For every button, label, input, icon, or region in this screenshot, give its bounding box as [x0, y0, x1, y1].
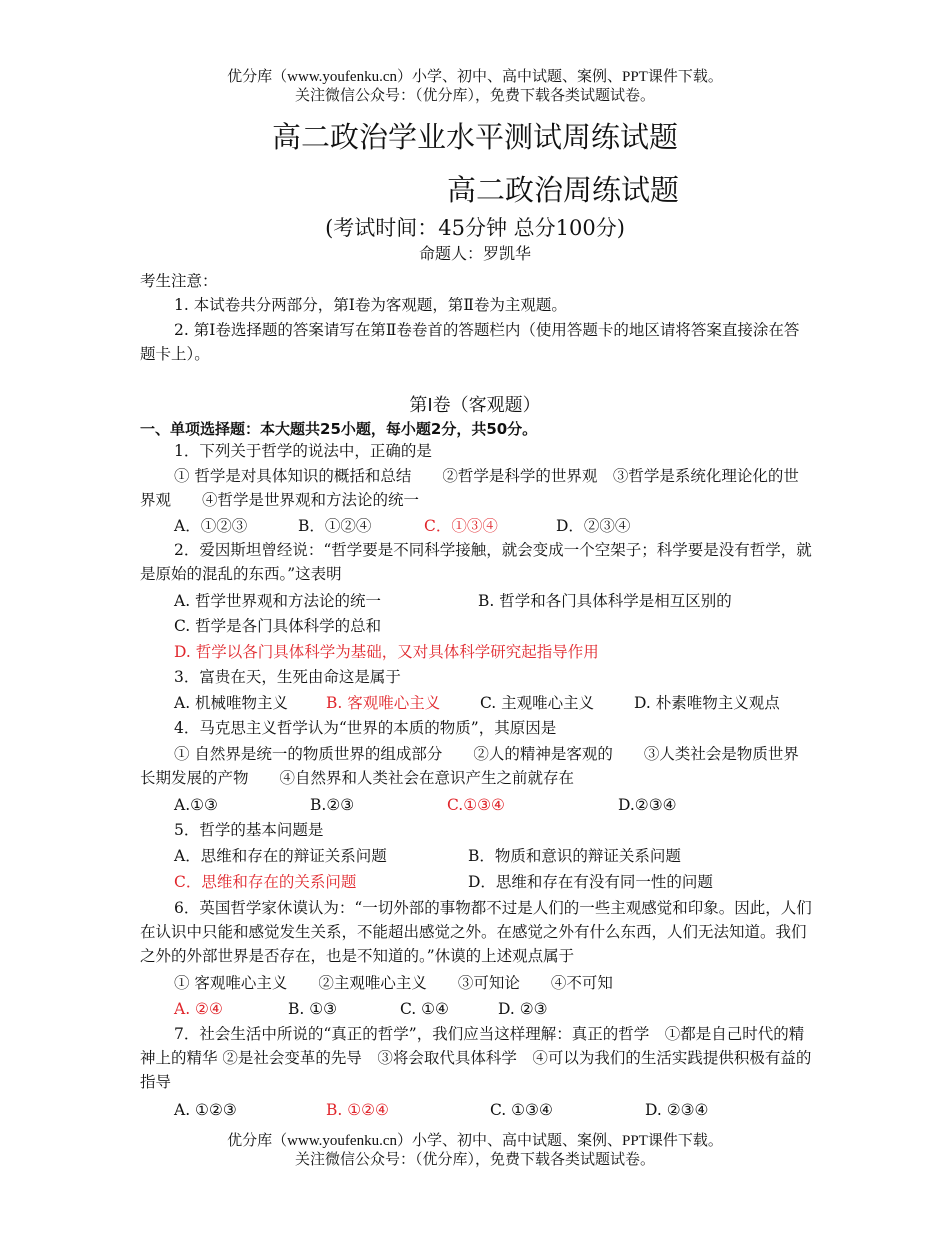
q7-stem: 7．社会生活中所说的“真正的哲学”，我们应当这样理解：真正的哲学 ①都是自己时代的精神上的精华 ②是社会变革的先导 ③将会取代具体科学 ④可以为我们的生活实践提供积极有益的指导 [140, 1025, 812, 1091]
q3-option-c: C. 主观唯心主义 [480, 694, 595, 712]
q5-option-a: A．思维和存在的辩证关系问题 [174, 847, 387, 865]
exam-author: 命题人：罗凯华 [418, 244, 531, 263]
q5-stem: 5．哲学的基本问题是 [174, 821, 324, 839]
page-header [0, 68, 950, 106]
q5-option-d: D．思维和存在有没有同一性的问题 [468, 873, 713, 891]
footer-line-2: 关注微信公众号：（优分库），免费下载各类试题试卷。 [294, 1152, 655, 1168]
q6-option-c: C. ①④ [400, 1000, 449, 1018]
notice-item-2: 2. 第Ⅰ卷选择题的答案请写在第Ⅱ卷卷首的答题栏内（使用答题卡的地区请将答案直接涂在答题卡上）。 [140, 321, 800, 363]
q2-option-d: D. 哲学以各门具体科学为基础，又对具体科学研究起指导作用 [174, 643, 599, 661]
q4-option-a: A.①③ [174, 796, 218, 814]
exam-info: (考试时间：45分钟 总分100分) [325, 216, 625, 240]
q4-option-c: C.①③④ [447, 796, 505, 814]
section-title: 一、单项选择题：本大题共25小题，每小题2分，共50分。 [140, 420, 538, 438]
q2-option-a: A. 哲学世界观和方法论的统一 [174, 592, 382, 610]
header-line-2: 关注微信公众号：（优分库），免费下载各类试题试卷。 [294, 88, 655, 104]
q1-stem: 1．下列关于哲学的说法中，正确的是 [174, 442, 432, 460]
q2-option-b: B. 哲学和各门具体科学是相互区别的 [478, 592, 732, 610]
q1-option-b: B．①②④ [298, 517, 372, 535]
q4-option-d: D.②③④ [618, 796, 677, 814]
page-footer [0, 1132, 950, 1170]
q3-option-b: B. 客观唯心主义 [326, 694, 441, 712]
page-subtitle: 高二政治周练试题 [447, 173, 680, 207]
q3-option-d: D. 朴素唯物主义观点 [634, 694, 780, 712]
q6-option-b: B. ①③ [288, 1000, 338, 1018]
notice-item-1: 1. 本试卷共分两部分，第Ⅰ卷为客观题，第Ⅱ卷为主观题。 [174, 296, 567, 314]
q7-option-b: B. ①②④ [326, 1101, 389, 1119]
notice-heading: 考生注意： [140, 272, 218, 290]
q5-option-b: B．物质和意识的辩证关系问题 [468, 847, 681, 865]
footer-line-1: 优分库（www.youfenku.cn）小学、初中、高中试题、案例、PPT课件下载。 [227, 1133, 723, 1149]
q4-stem: 4．马克思主义哲学认为“世界的本质的物质”，其原因是 [174, 719, 557, 737]
volume-title: 第Ⅰ卷（客观题） [409, 395, 541, 416]
header-line-1: 优分库（www.youfenku.cn）小学、初中、高中试题、案例、PPT课件下载。 [227, 69, 723, 85]
q5-option-c: C．思维和存在的关系问题 [174, 873, 357, 891]
q3-stem: 3．富贵在天，生死由命这是属于 [174, 668, 401, 686]
q1-option-c: C．①③④ [424, 517, 498, 535]
q2-stem: 2．爱因斯坦曾经说：“哲学要是不同科学接触，就会变成一个空架子；科学要是没有哲学，就是原始的混乱的东西。”这表明 [140, 541, 812, 583]
q6-option-d: D. ②③ [498, 1000, 548, 1018]
page-title: 高二政治学业水平测试周练试题 [271, 120, 678, 154]
q2-option-c: C. 哲学是各门具体科学的总和 [174, 617, 382, 635]
q6-items: ① 客观唯心主义 ②主观唯心主义 ③可知论 ④不可知 [174, 974, 613, 992]
q6-option-a: A. ②④ [174, 1000, 223, 1018]
q7-option-c: C. ①③④ [490, 1101, 553, 1119]
q7-option-a: A. ①②③ [174, 1101, 237, 1119]
q4-items: ① 自然界是统一的物质世界的组成部分 ②人的精神是客观的 ③人类社会是物质世界长期发展的产物 ④自然界和人类社会在意识产生之前就存在 [140, 745, 799, 787]
q3-option-a: A. 机械唯物主义 [174, 694, 289, 712]
q6-stem: 6．英国哲学家休谟认为：“一切外部的事物都不过是人们的一些主观感觉和印象。因此，人们在认识中只能和感觉发生关系，不能超出感觉之外。在感觉之外有什么东西，人们无法知道。我们之外的外部世界是否存在，也是不知道的。”休谟的上述观点属于 [140, 899, 812, 965]
q1-option-d: D．②③④ [556, 517, 631, 535]
q4-option-b: B.②③ [310, 796, 355, 814]
q1-option-a: A．①②③ [174, 517, 248, 535]
q1-items: ① 哲学是对具体知识的概括和总结 ②哲学是科学的世界观 ③哲学是系统化理论化的世界观 ④哲学是世界观和方法论的统一 [140, 467, 799, 509]
q7-option-d: D. ②③④ [645, 1101, 709, 1119]
